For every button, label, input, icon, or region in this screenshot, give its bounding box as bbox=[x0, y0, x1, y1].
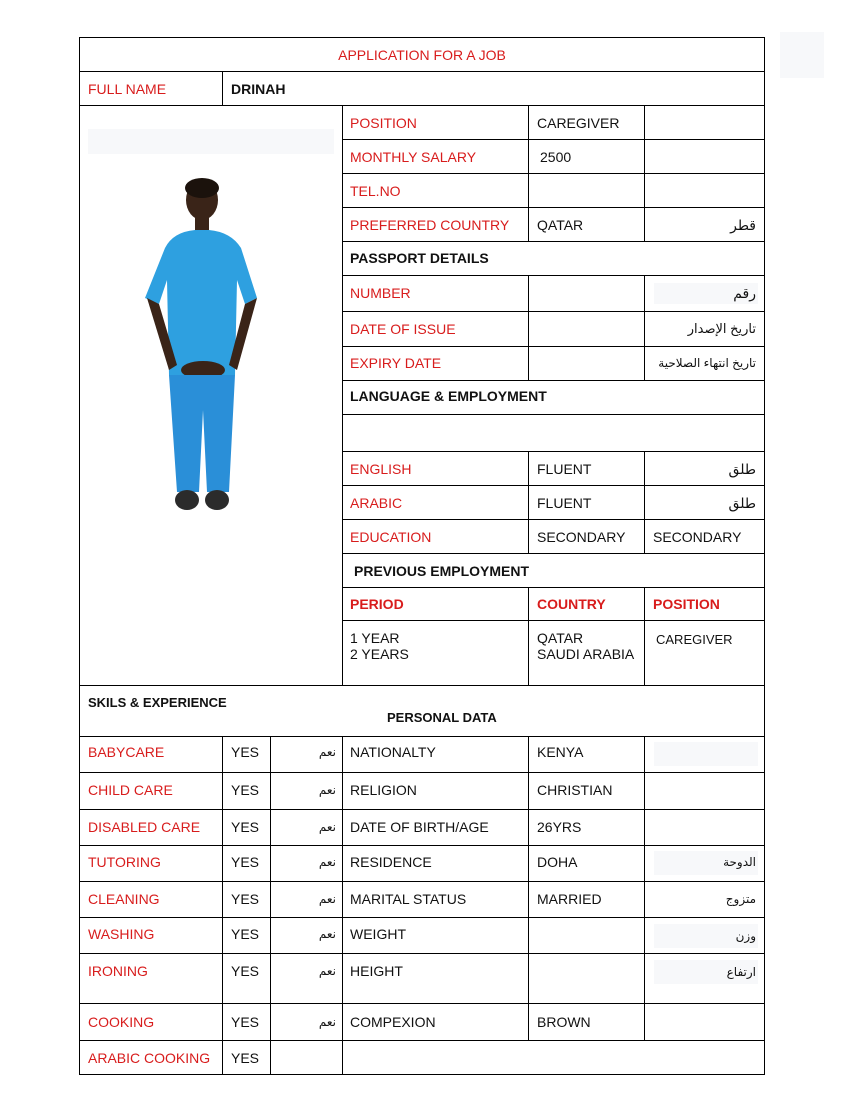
grid-line bbox=[528, 451, 529, 553]
skill-value: YES bbox=[231, 782, 260, 798]
skill-arabic: نعم bbox=[318, 745, 336, 759]
position-label: POSITION bbox=[350, 115, 417, 131]
grid-line bbox=[222, 71, 223, 105]
border-left bbox=[79, 37, 80, 1075]
personal-value: DOHA bbox=[537, 854, 578, 870]
education-value-2: SECONDARY bbox=[653, 529, 742, 545]
skill-label: TUTORING bbox=[88, 854, 161, 870]
grid-line bbox=[342, 620, 765, 621]
position-1: CAREGIVER bbox=[656, 632, 733, 647]
skill-label: IRONING bbox=[88, 963, 148, 979]
skill-arabic: نعم bbox=[318, 892, 336, 906]
preferred-country-value: QATAR bbox=[537, 217, 584, 233]
monthly-salary-value: 2500 bbox=[540, 149, 572, 165]
skill-arabic: نعم bbox=[318, 964, 336, 978]
personal-arabic: وزن bbox=[735, 929, 756, 943]
position-column-header: POSITION bbox=[653, 596, 720, 612]
grid-line bbox=[79, 953, 765, 954]
education-label: EDUCATION bbox=[350, 529, 432, 545]
grid-line bbox=[342, 311, 765, 312]
grid-line bbox=[79, 917, 765, 918]
skill-arabic: نعم bbox=[318, 855, 336, 869]
personal-label: RESIDENCE bbox=[350, 854, 432, 870]
country-column-header: COUNTRY bbox=[537, 596, 606, 612]
full-name-value: DRINAH bbox=[231, 81, 286, 97]
previous-employment-heading: PREVIOUS EMPLOYMENT bbox=[354, 563, 530, 579]
grid-line bbox=[644, 736, 645, 1040]
arabic-value: FLUENT bbox=[537, 495, 592, 511]
skill-value: YES bbox=[231, 891, 260, 907]
grid-line bbox=[79, 1003, 765, 1004]
preferred-country-arabic: قطر bbox=[730, 217, 756, 233]
expiry-date-arabic: تاريخ انتهاء الصلاحية bbox=[658, 356, 756, 370]
grid-line bbox=[342, 275, 765, 276]
skills-heading: SKILS & EXPERIENCE bbox=[88, 695, 227, 710]
skill-value: YES bbox=[231, 963, 260, 979]
grid-line bbox=[342, 380, 765, 381]
grid-line bbox=[342, 241, 765, 242]
country-1: QATAR bbox=[537, 630, 584, 646]
grid-line bbox=[79, 809, 765, 810]
grid-line bbox=[79, 685, 765, 686]
grid-line bbox=[342, 346, 765, 347]
personal-value: BROWN bbox=[537, 1014, 591, 1030]
grid-line bbox=[270, 736, 271, 1074]
border-right bbox=[764, 37, 765, 1075]
redaction-box bbox=[88, 129, 334, 154]
period-2: 2 YEARS bbox=[350, 646, 409, 662]
skill-arabic: نعم bbox=[318, 927, 336, 941]
passport-number-arabic: رقم bbox=[733, 285, 756, 301]
personal-label: DATE OF BIRTH/AGE bbox=[350, 819, 489, 835]
personal-label: COMPEXION bbox=[350, 1014, 436, 1030]
grid-line bbox=[644, 587, 645, 685]
preferred-country-label: PREFERRED COUNTRY bbox=[350, 217, 510, 233]
personal-arabic: ارتفاع bbox=[726, 965, 756, 979]
grid-line bbox=[79, 105, 765, 106]
grid-line bbox=[342, 105, 343, 685]
passport-heading: PASSPORT DETAILS bbox=[350, 250, 489, 266]
personal-label: HEIGHT bbox=[350, 963, 403, 979]
personal-label: NATIONALTY bbox=[350, 744, 436, 760]
education-value: SECONDARY bbox=[537, 529, 626, 545]
skill-value: YES bbox=[231, 819, 260, 835]
redaction-box bbox=[780, 32, 824, 78]
personal-value: MARRIED bbox=[537, 891, 602, 907]
skill-value: YES bbox=[231, 744, 260, 760]
grid-line bbox=[528, 736, 529, 1040]
full-name-label: FULL NAME bbox=[88, 81, 167, 97]
grid-line bbox=[79, 881, 765, 882]
redaction-box bbox=[654, 742, 758, 766]
grid-line bbox=[342, 139, 765, 140]
skill-arabic: نعم bbox=[318, 783, 336, 797]
personal-data-heading: PERSONAL DATA bbox=[387, 710, 497, 725]
grid-line bbox=[342, 485, 765, 486]
personal-value: 26YRS bbox=[537, 819, 582, 835]
skill-label: CHILD CARE bbox=[88, 782, 173, 798]
grid-line bbox=[342, 553, 765, 554]
grid-line bbox=[342, 207, 765, 208]
skill-arabic: نعم bbox=[318, 820, 336, 834]
grid-line bbox=[79, 71, 765, 72]
applicant-photo bbox=[125, 170, 275, 525]
country-2: SAUDI ARABIA bbox=[537, 646, 635, 662]
grid-line bbox=[528, 105, 529, 241]
grid-line bbox=[644, 105, 645, 241]
english-arabic: طلق bbox=[728, 461, 756, 477]
form-title: APPLICATION FOR A JOB bbox=[338, 47, 506, 63]
skill-value: YES bbox=[231, 854, 260, 870]
position-value: CAREGIVER bbox=[537, 115, 620, 131]
personal-label: MARITAL STATUS bbox=[350, 891, 467, 907]
personal-arabic: متزوج bbox=[725, 892, 756, 906]
personal-value: KENYA bbox=[537, 744, 584, 760]
skill-label: WASHING bbox=[88, 926, 155, 942]
grid-line bbox=[79, 772, 765, 773]
grid-line bbox=[79, 1040, 765, 1041]
grid-line bbox=[644, 275, 645, 380]
grid-line bbox=[79, 736, 765, 737]
skill-label: COOKING bbox=[88, 1014, 155, 1030]
grid-line bbox=[342, 736, 343, 1074]
grid-line bbox=[342, 519, 765, 520]
english-label: ENGLISH bbox=[350, 461, 412, 477]
grid-line bbox=[222, 736, 223, 1074]
personal-label: RELIGION bbox=[350, 782, 417, 798]
date-of-issue-arabic: تاريخ الإصدار bbox=[687, 321, 756, 336]
expiry-date-label: EXPIRY DATE bbox=[350, 355, 442, 371]
period-1: 1 YEAR bbox=[350, 630, 400, 646]
date-of-issue-label: DATE OF ISSUE bbox=[350, 321, 456, 337]
skill-label: ARABIC COOKING bbox=[88, 1050, 211, 1066]
grid-line bbox=[79, 845, 765, 846]
skill-label: CLEANING bbox=[88, 891, 160, 907]
skill-value: YES bbox=[231, 1050, 260, 1066]
grid-line bbox=[342, 587, 765, 588]
personal-label: WEIGHT bbox=[350, 926, 406, 942]
grid-line bbox=[644, 451, 645, 553]
grid-line bbox=[342, 173, 765, 174]
tel-label: TEL.NO bbox=[350, 183, 401, 199]
personal-arabic: الدوحة bbox=[723, 855, 756, 869]
passport-number-label: NUMBER bbox=[350, 285, 411, 301]
period-column-header: PERIOD bbox=[350, 596, 404, 612]
border-top bbox=[79, 37, 765, 38]
grid-line bbox=[528, 275, 529, 380]
monthly-salary-label: MONTHLY SALARY bbox=[350, 149, 477, 165]
border-bottom bbox=[79, 1074, 765, 1075]
grid-line bbox=[342, 451, 765, 452]
arabic-arabic: طلق bbox=[728, 495, 756, 511]
personal-value: CHRISTIAN bbox=[537, 782, 613, 798]
skill-arabic: نعم bbox=[318, 1015, 336, 1029]
language-heading: LANGUAGE & EMPLOYMENT bbox=[350, 388, 547, 404]
skill-value: YES bbox=[231, 1014, 260, 1030]
arabic-label: ARABIC bbox=[350, 495, 403, 511]
grid-line bbox=[342, 414, 765, 415]
grid-line bbox=[528, 587, 529, 685]
skill-label: BABYCARE bbox=[88, 744, 165, 760]
english-value: FLUENT bbox=[537, 461, 592, 477]
skill-value: YES bbox=[231, 926, 260, 942]
skill-label: DISABLED CARE bbox=[88, 819, 201, 835]
